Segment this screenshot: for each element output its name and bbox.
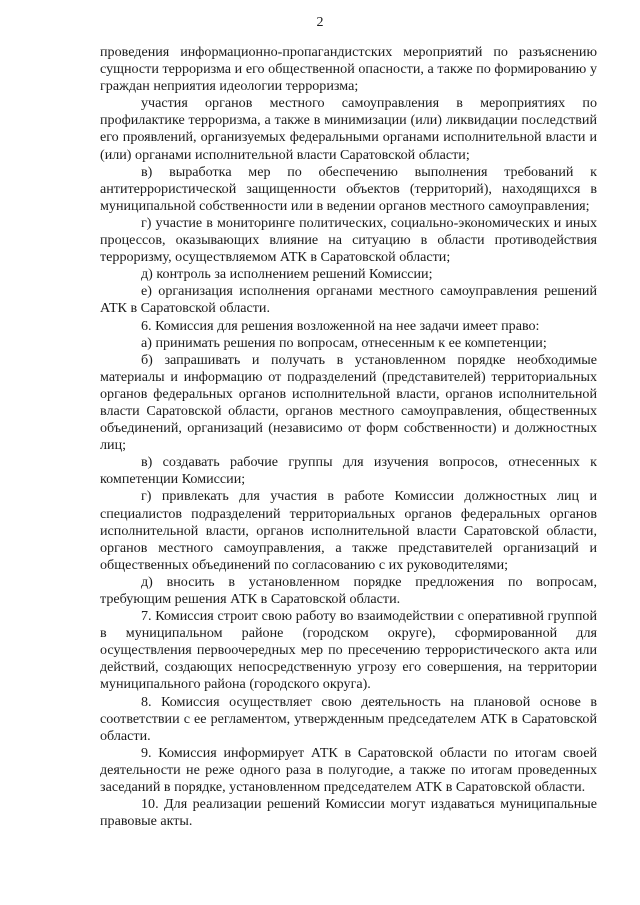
- paragraph-6-b: б) запрашивать и получать в установленном порядке необходимые материалы и информацию от подразделений (представителей) территориальных органов федеральных органов исполнительной власти, органов исполнительной власти Саратовской области, органов местного самоуправления, общественных объединений, организаций (независимо от форм собственности) и должностных лиц;: [100, 351, 597, 454]
- paragraph-item-d: д) контроль за исполнением решений Комиссии;: [141, 266, 433, 283]
- paragraph-6-a: а) принимать решения по вопросам, отнесенным к ее компетенции;: [141, 334, 547, 351]
- paragraph-item-g: г) участие в мониторинге политических, социально-экономических и иных процессов, оказывающих влияние на ситуацию в области противодействия терроризму, осуществляемом АТК в Саратовской области;: [100, 214, 597, 266]
- paragraph-section-7: 7. Комиссия строит свою работу во взаимодействии с оперативной группой в муниципальном районе (городском округе), сформированной для осуществления первоочередных мер по пресечению террористического акта или действий, создающих непосредственную угрозу его совершения, на территории муниципального района (городского округа).: [100, 608, 597, 693]
- paragraph-section-10: 10. Для реализации решений Комиссии могут издаваться муниципальные правовые акты.: [100, 796, 597, 830]
- paragraph-section-8: 8. Комиссия осуществляет свою деятельность на плановой основе в соответствии с ее регламентом, утвержденным председателем АТК в Саратовской области.: [100, 693, 597, 744]
- paragraph-section-9: 9. Комиссия информирует АТК в Саратовской области по итогам своей деятельности не реже одного раза в полугодие, а также по итогам проведенных заседаний в порядке, установленном председателем АТК в Саратовской области.: [100, 744, 597, 796]
- paragraph-item-v: в) выработка мер по обеспечению выполнения требований к антитеррористической защищенности объектов (территорий), находящихся в муниципальной собственности или в ведении органов местного самоуправления;: [100, 163, 597, 214]
- paragraph-continuation: проведения информационно-пропагандистских мероприятий по разъяснению сущности терроризма и его общественной опасности, а также по формированию у граждан неприятия идеологии терроризма;: [100, 44, 597, 95]
- paragraph: участия органов местного самоуправления в мероприятиях по профилактике терроризма, а также в минимизации (или) ликвидации последствий его проявлений, организуемых федеральными органами исполнительной власти и (или) органами исполнительной власти Саратовской области;: [100, 95, 597, 163]
- paragraph-item-e: е) организация исполнения органами местного самоуправления решений АТК в Саратовской области.: [100, 283, 597, 317]
- page-number: 2: [316, 15, 324, 30]
- paragraph-6-d: д) вносить в установленном порядке предложения по вопросам, требующим решения АТК в Саратовской области.: [100, 573, 597, 607]
- paragraph-6-g: г) привлекать для участия в работе Комиссии должностных лиц и специалистов подразделений территориальных органов федеральных органов исполнительной власти, органов исполнительной власти Саратовской области, органов местного самоуправления, а также представителей организаций и общественных объединений по согласованию с их руководителями;: [100, 488, 597, 573]
- paragraph-6-v: в) создавать рабочие группы для изучения вопросов, отнесенных к компетенции Комиссии;: [100, 454, 597, 488]
- paragraph-section-6: 6. Комиссия для решения возложенной на нее задачи имеет право:: [141, 317, 540, 334]
- document-body: [100, 44, 597, 830]
